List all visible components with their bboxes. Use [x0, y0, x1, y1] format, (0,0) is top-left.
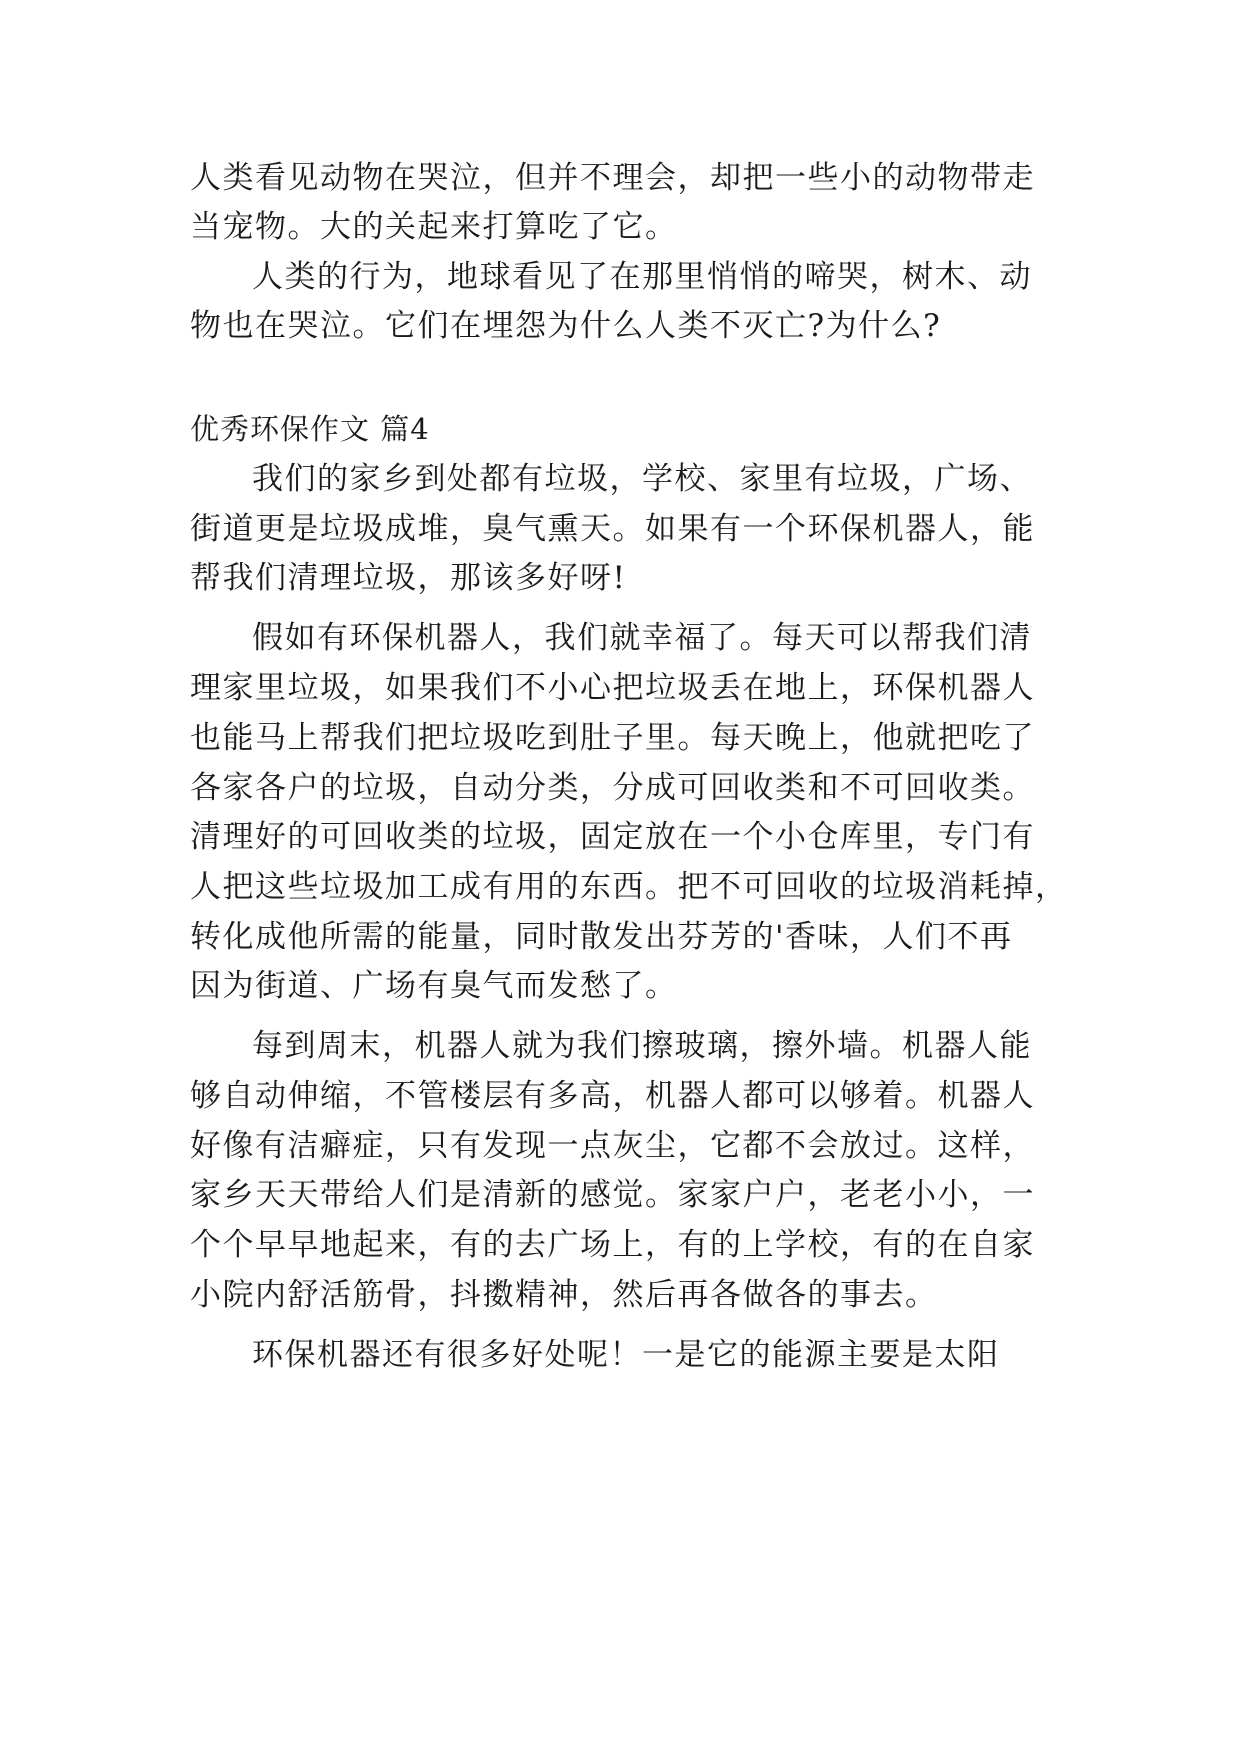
text-line: 人把这些垃圾加工成有用的东西。把不可回收的垃圾消耗掉，: [190, 869, 1068, 905]
text-line: 好像有洁癖症，只有发现一点灰尘，它都不会放过。这样，: [190, 1128, 1035, 1164]
text-line: 也能马上帮我们把垃圾吃到肚子里。每天晚上，他就把吃了: [190, 720, 1035, 756]
text-line: 物也在哭泣。它们在埋怨为什么人类不灭亡?为什么?: [190, 308, 942, 344]
text-line: 家乡天天带给人们是清新的感觉。家家户户，老老小小，一: [190, 1177, 1035, 1213]
text-line: 个个早早地起来，有的去广场上，有的上学校，有的在自家: [190, 1227, 1035, 1263]
text-line: 理家里垃圾，如果我们不小心把垃圾丢在地上，环保机器人: [190, 670, 1035, 706]
text-line: 各家各户的垃圾，自动分类，分成可回收类和不可回收类。: [190, 770, 1035, 806]
text-line: 转化成他所需的能量，同时散发出芬芳的'香味，人们不再: [190, 919, 1013, 955]
text-line: 因为街道、广场有臭气而发愁了。: [190, 968, 678, 1004]
paragraph-first-line: 每到周末，机器人就为我们擦玻璃，擦外墙。机器人能: [252, 1028, 1032, 1064]
text-line: 清理好的可回收类的垃圾，固定放在一个小仓库里，专门有: [190, 819, 1035, 855]
paragraph-first-line: 环保机器还有很多好处呢！一是它的能源主要是太阳: [252, 1337, 1000, 1373]
paragraph-first-line: 人类的行为，地球看见了在那里悄悄的啼哭，树木、动: [252, 259, 1032, 295]
text-line: 小院内舒活筋骨，抖擞精神，然后再各做各的事去。: [190, 1277, 938, 1313]
text-line: 够自动伸缩，不管楼层有多高，机器人都可以够着。机器人: [190, 1078, 1035, 1114]
text-line: 当宠物。大的关起来打算吃了它。: [190, 209, 678, 245]
paragraph-first-line: 假如有环保机器人，我们就幸福了。每天可以帮我们清: [252, 620, 1032, 656]
paragraph-first-line: 我们的家乡到处都有垃圾，学校、家里有垃圾，广场、: [252, 461, 1032, 497]
section-heading: 优秀环保作文 篇4: [190, 412, 430, 446]
text-line: 帮我们清理垃圾，那该多好呀!: [190, 560, 627, 596]
text-line: 街道更是垃圾成堆，臭气熏天。如果有一个环保机器人，能: [190, 511, 1035, 547]
text-line: 人类看见动物在哭泣，但并不理会，却把一些小的动物带走: [190, 160, 1035, 196]
